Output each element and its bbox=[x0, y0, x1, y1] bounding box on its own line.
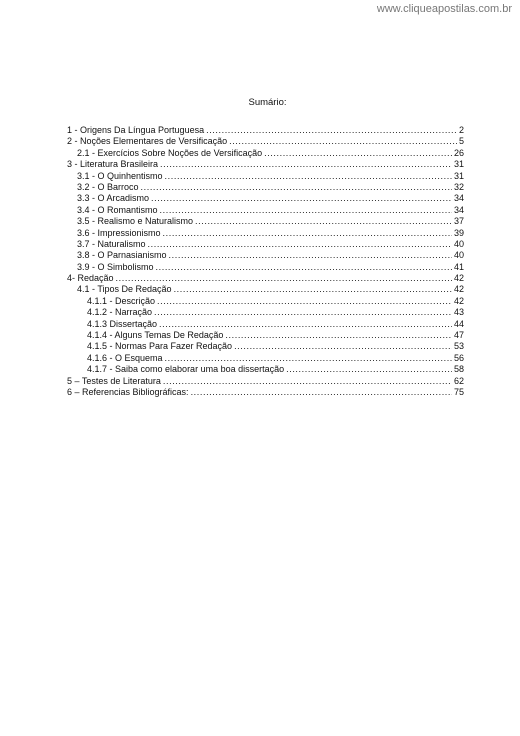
toc-entry[interactable] bbox=[67, 125, 464, 136]
toc-entry[interactable] bbox=[67, 193, 464, 204]
toc-entry-label: 2 - Noções Elementares de Versificação bbox=[67, 136, 228, 147]
toc-page-number: 53 bbox=[453, 341, 464, 352]
toc-entry[interactable] bbox=[67, 216, 464, 227]
toc-page-number: 34 bbox=[453, 193, 464, 204]
toc-entry-label: 6 – Referencias Bibliográficas: bbox=[67, 386, 189, 397]
toc-entry-label: 4.1.7 - Saiba como elaborar uma boa dissertação bbox=[87, 364, 285, 375]
toc-entry-label: 4.1.3 Dissertação bbox=[87, 318, 158, 329]
toc-page-number: 42 bbox=[453, 284, 464, 295]
toc-entry[interactable] bbox=[67, 159, 464, 170]
toc-page-number: 26 bbox=[453, 147, 464, 158]
toc-entry-label: 3.1 - O Quinhentismo bbox=[77, 170, 163, 181]
toc-entry[interactable] bbox=[67, 284, 464, 295]
toc-page-number: 44 bbox=[453, 318, 464, 329]
toc-page-number: 47 bbox=[453, 330, 464, 341]
toc-entry[interactable] bbox=[67, 353, 464, 364]
dot-leader bbox=[160, 159, 452, 170]
dot-leader bbox=[154, 307, 452, 318]
toc-entry[interactable] bbox=[67, 228, 464, 239]
toc-page-number: 39 bbox=[453, 227, 464, 238]
toc-entry-label: 3 - Literatura Brasileira bbox=[67, 159, 159, 170]
toc-page-number: 43 bbox=[453, 307, 464, 318]
toc-page-number: 41 bbox=[453, 261, 464, 272]
toc-entry-label: 4.1.2 - Narração bbox=[87, 307, 153, 318]
dot-leader bbox=[169, 250, 452, 261]
toc-page-number: 42 bbox=[453, 295, 464, 306]
toc-entry-label: 3.8 - O Parnasianismo bbox=[77, 250, 167, 261]
toc-entry-label: 3.3 - O Arcadismo bbox=[77, 193, 150, 204]
dot-leader bbox=[141, 182, 452, 193]
toc-entry[interactable] bbox=[67, 136, 464, 147]
toc-entry-label: 3.5 - Realismo e Naturalismo bbox=[77, 216, 194, 227]
dot-leader bbox=[163, 376, 452, 387]
dot-leader bbox=[116, 273, 452, 284]
dot-leader bbox=[156, 262, 452, 273]
dot-leader bbox=[157, 296, 452, 307]
toc-entry[interactable] bbox=[67, 182, 464, 193]
toc-entry-label: 4.1.4 - Alguns Temas De Redação bbox=[87, 330, 224, 341]
toc-entry[interactable] bbox=[67, 319, 464, 330]
toc-entry-label: 5 – Testes de Literatura bbox=[67, 375, 161, 386]
dot-leader bbox=[206, 125, 457, 136]
toc-entry-label: 4.1.6 - O Esquema bbox=[87, 352, 163, 363]
toc-entry[interactable] bbox=[67, 250, 464, 261]
toc-entry-label: 4.1.5 - Normas Para Fazer Redação bbox=[87, 341, 233, 352]
toc-entry[interactable] bbox=[67, 171, 464, 182]
toc-entry-label: 4- Redação bbox=[67, 273, 114, 284]
toc-entry[interactable] bbox=[67, 148, 464, 159]
dot-leader bbox=[195, 216, 452, 227]
toc-entry[interactable] bbox=[67, 330, 464, 341]
dot-leader bbox=[165, 171, 452, 182]
dot-leader bbox=[174, 284, 452, 295]
table-of-contents bbox=[67, 125, 464, 398]
toc-page-number: 31 bbox=[453, 159, 464, 170]
toc-entry[interactable] bbox=[67, 239, 464, 250]
toc-page-number: 75 bbox=[453, 386, 464, 397]
dot-leader bbox=[229, 136, 457, 147]
toc-entry[interactable] bbox=[67, 205, 464, 216]
toc-page-number: 2 bbox=[458, 125, 464, 135]
toc-entry-label: 4.1 - Tipos De Redação bbox=[77, 284, 172, 295]
toc-entry-label: 3.6 - Impressionismo bbox=[77, 227, 161, 238]
toc-entry-label: 3.7 - Naturalismo bbox=[77, 238, 146, 249]
dot-leader bbox=[151, 193, 452, 204]
toc-entry-label: 1 - Origens Da Língua Portuguesa bbox=[67, 125, 205, 135]
toc-page-number: 31 bbox=[453, 170, 464, 181]
toc-entry[interactable] bbox=[67, 364, 464, 375]
toc-page-number: 42 bbox=[453, 273, 464, 284]
toc-entry[interactable] bbox=[67, 307, 464, 318]
toc-entry[interactable] bbox=[67, 262, 464, 273]
toc-entry-label: 3.4 - O Romantismo bbox=[77, 204, 158, 215]
toc-page-number: 56 bbox=[453, 352, 464, 363]
toc-entry[interactable] bbox=[67, 341, 464, 352]
toc-entry-label: 3.2 - O Barroco bbox=[77, 181, 139, 192]
dot-leader bbox=[286, 364, 452, 375]
toc-entry-label: 2.1 - Exercícios Sobre Noções de Versificação bbox=[77, 147, 263, 158]
dot-leader bbox=[148, 239, 452, 250]
site-url: www.cliqueapostilas.com.br bbox=[376, 3, 512, 15]
toc-page-number: 5 bbox=[458, 136, 464, 147]
toc-entry[interactable] bbox=[67, 376, 464, 387]
dot-leader bbox=[160, 205, 452, 216]
dot-leader bbox=[163, 228, 452, 239]
dot-leader bbox=[165, 353, 452, 364]
toc-entry-label: 3.9 - O Simbolismo bbox=[77, 261, 154, 272]
toc-page-number: 58 bbox=[453, 364, 464, 375]
toc-page-number: 62 bbox=[453, 375, 464, 386]
dot-leader bbox=[159, 319, 452, 330]
toc-entry[interactable] bbox=[67, 296, 464, 307]
dot-leader bbox=[225, 330, 452, 341]
dot-leader bbox=[191, 387, 452, 398]
toc-entry-label: 4.1.1 - Descrição bbox=[87, 295, 156, 306]
toc-page-number: 32 bbox=[453, 181, 464, 192]
dot-leader bbox=[234, 341, 452, 352]
toc-entry[interactable] bbox=[67, 273, 464, 284]
page-title: Sumário: bbox=[248, 97, 287, 108]
toc-page-number: 34 bbox=[453, 204, 464, 215]
dot-leader bbox=[264, 148, 452, 159]
toc-page-number: 37 bbox=[453, 216, 464, 227]
toc-entry[interactable] bbox=[67, 387, 464, 398]
toc-page-number: 40 bbox=[453, 238, 464, 249]
toc-page-number: 40 bbox=[453, 250, 464, 261]
